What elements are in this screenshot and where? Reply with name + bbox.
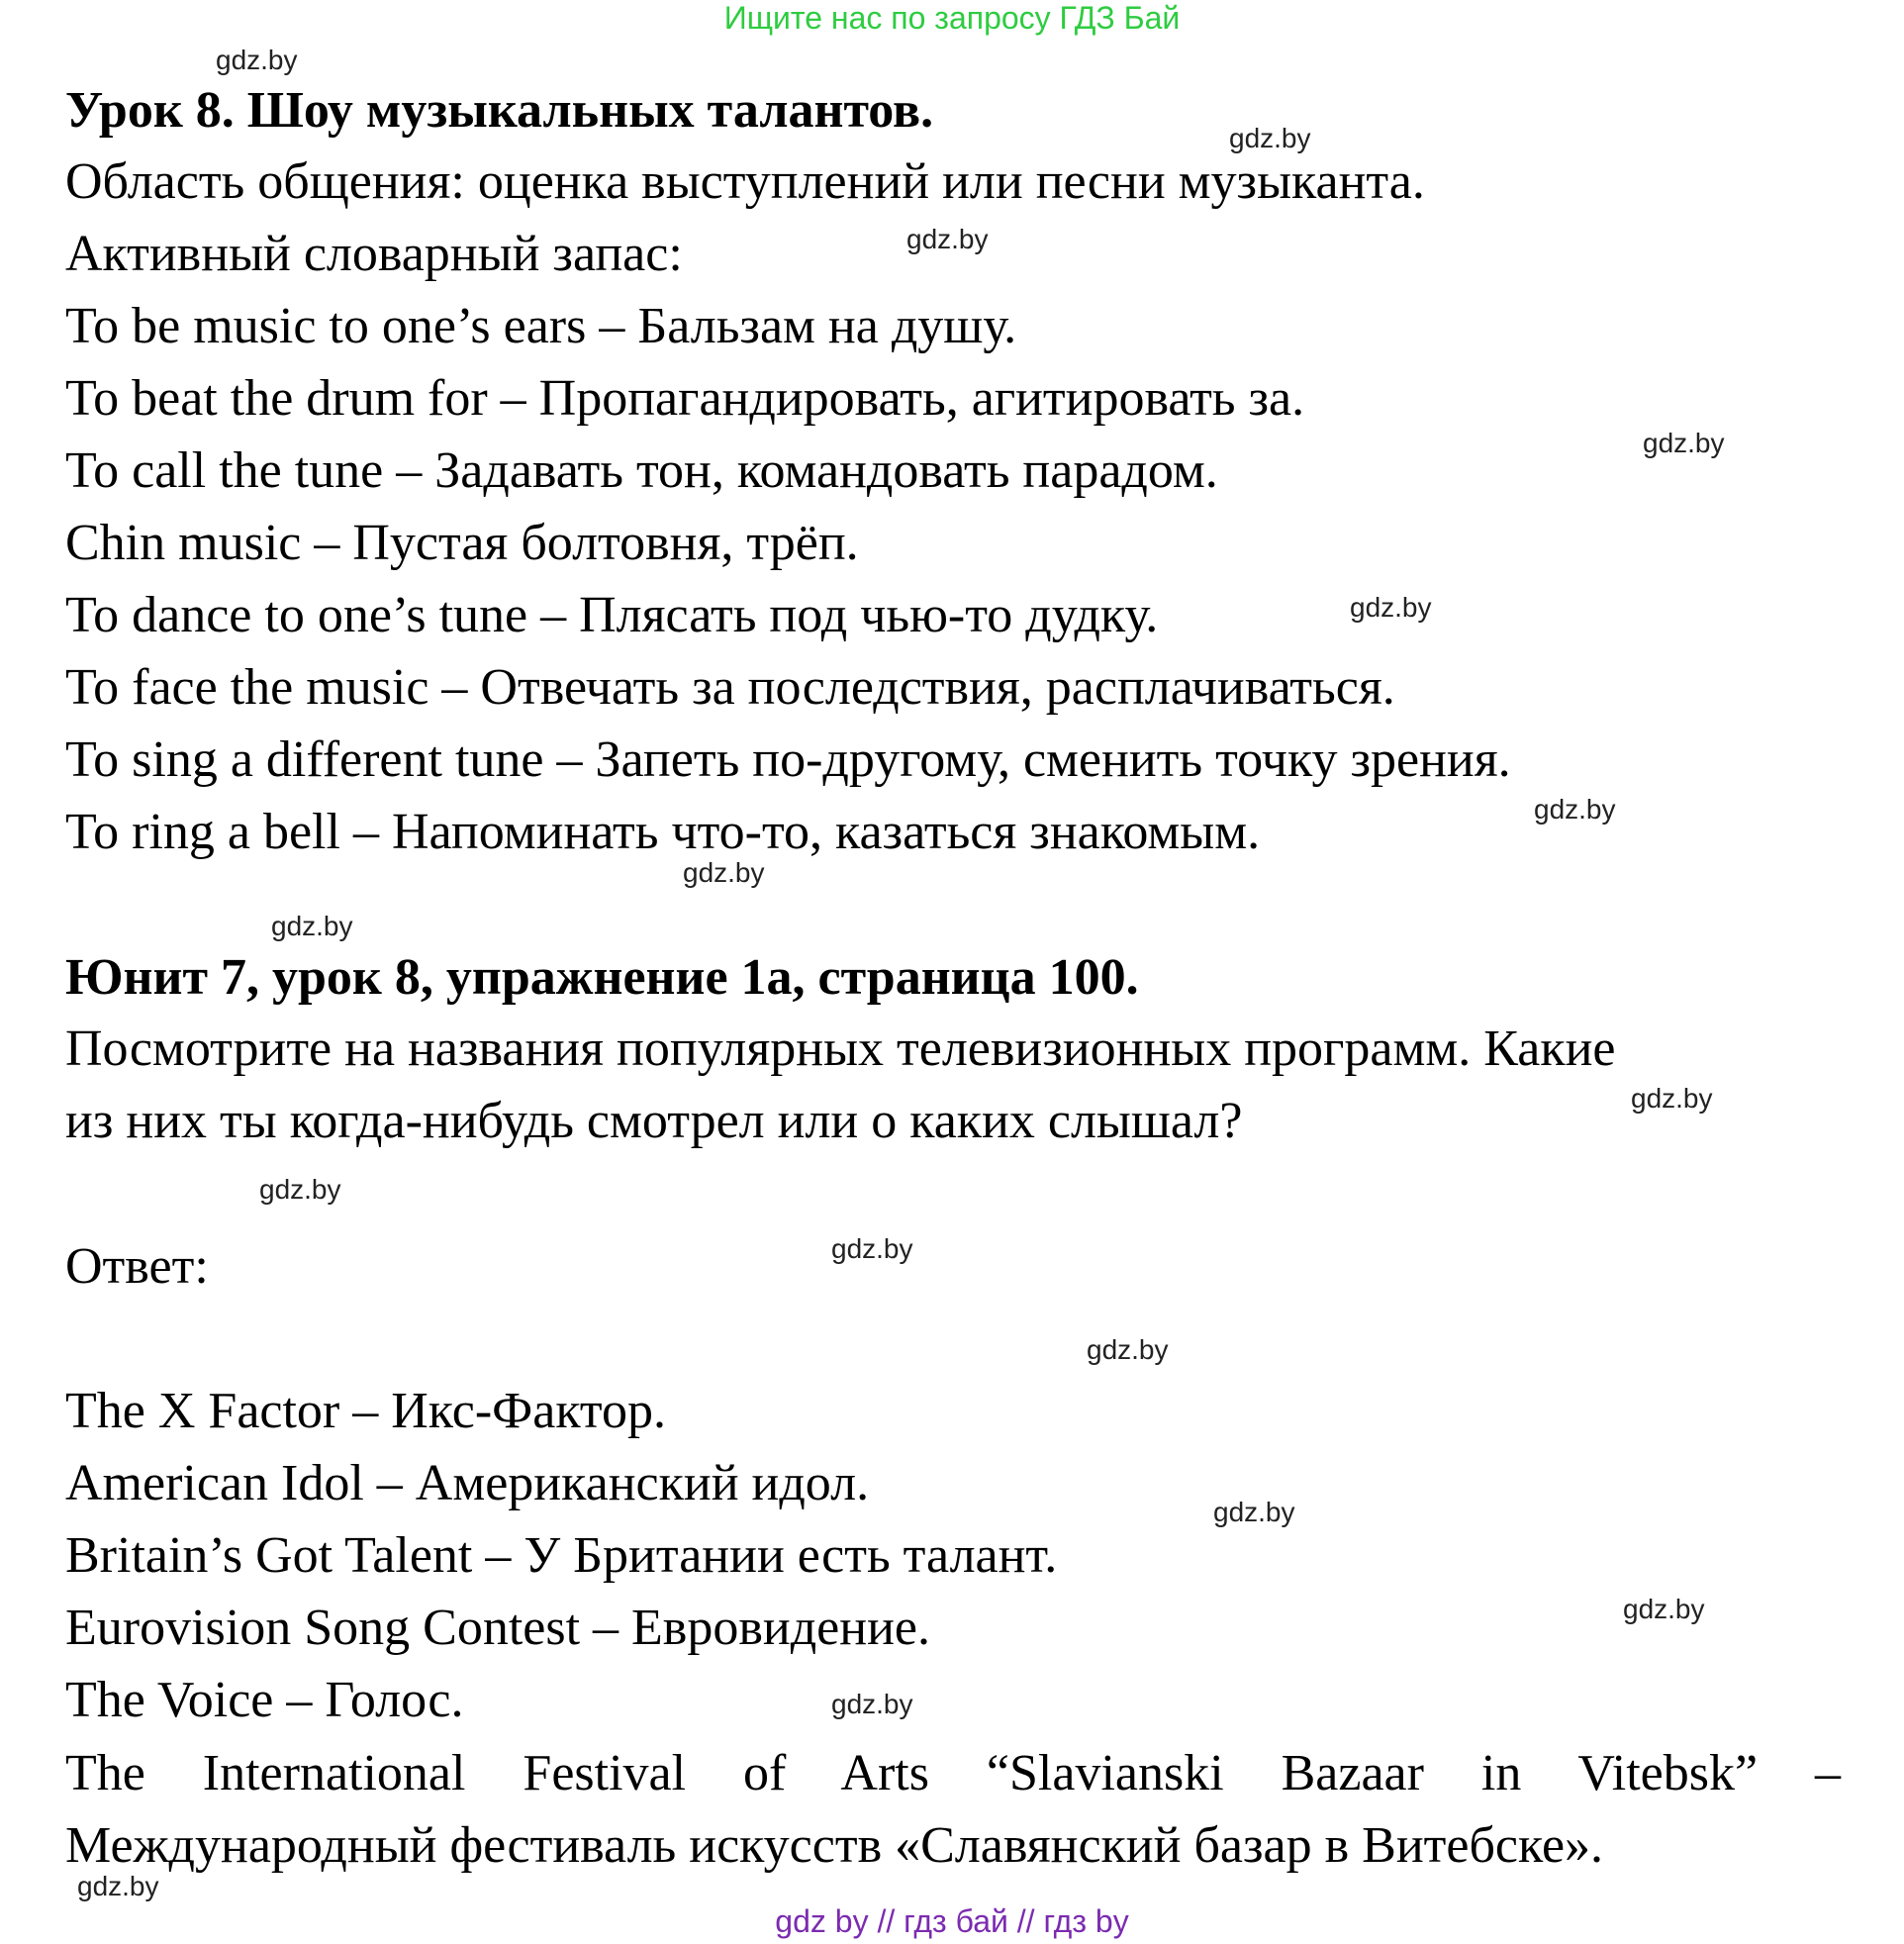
- vocab-label: Активный словарный запас:: [65, 226, 683, 282]
- vocab-item: To face the music – Отвечать за последствия, расплачиваться.: [65, 659, 1395, 716]
- task-text-line: из них ты когда-нибудь смотрел или о каких слышал?: [65, 1093, 1243, 1149]
- vocab-item: To sing a different tune – Запеть по-другому, сменить точку зрения.: [65, 731, 1511, 788]
- answer-item: Britain’s Got Talent – У Британии есть талант.: [65, 1527, 1058, 1584]
- watermark: gdz.by: [683, 857, 765, 888]
- answer-item: The X Factor – Икс-Фактор.: [65, 1383, 666, 1439]
- answer-item-long: The International Festival of Arts “Slavianski Bazaar in Vitebsk” –: [65, 1745, 1841, 1801]
- exercise-title: Юнит 7, урок 8, упражнение 1a, страница 100.: [65, 949, 1139, 1006]
- watermark: gdz.by: [259, 1174, 341, 1205]
- lesson-title: Урок 8. Шоу музыкальных талантов.: [65, 82, 934, 139]
- watermark: gdz.by: [906, 224, 989, 254]
- answer-item: American Idol – Американский идол.: [65, 1455, 870, 1511]
- footer-links: gdz by // гдз бай // гдз by: [775, 1903, 1129, 1939]
- answer-item-long-continued: Международный фестиваль искусств «Славянский базар в Витебске».: [65, 1817, 1604, 1874]
- vocab-item: To ring a bell – Напоминать что-то, казаться знакомым.: [65, 804, 1261, 860]
- watermark: gdz.by: [271, 911, 353, 941]
- answer-label: Ответ:: [65, 1238, 209, 1295]
- answer-item: The Voice – Голос.: [65, 1672, 464, 1728]
- search-banner: Ищите нас по запросу ГДЗ Бай: [723, 0, 1181, 36]
- watermark: gdz.by: [1213, 1497, 1295, 1527]
- answer-item: Eurovision Song Contest – Евровидение.: [65, 1600, 930, 1656]
- watermark: gdz.by: [77, 1871, 159, 1901]
- communication-area: Область общения: оценка выступлений или песни музыканта.: [65, 153, 1425, 210]
- watermark: gdz.by: [216, 45, 298, 75]
- watermark: gdz.by: [1087, 1334, 1169, 1365]
- vocab-item: To call the tune – Задавать тон, командовать парадом.: [65, 442, 1218, 499]
- vocab-item: To beat the drum for – Пропагандировать, агитировать за.: [65, 370, 1305, 427]
- vocab-item: To be music to one’s ears – Бальзам на душу.: [65, 298, 1017, 354]
- watermark: gdz.by: [1631, 1083, 1713, 1114]
- watermark: gdz.by: [831, 1689, 913, 1719]
- watermark: gdz.by: [1643, 428, 1725, 458]
- watermark: gdz.by: [831, 1233, 913, 1264]
- watermark: gdz.by: [1229, 123, 1311, 153]
- watermark: gdz.by: [1350, 592, 1432, 623]
- vocab-item: To dance to one’s tune – Плясать под чью-то дудку.: [65, 587, 1159, 643]
- task-text-line: Посмотрите на названия популярных телевизионных программ. Какие: [65, 1021, 1616, 1077]
- watermark: gdz.by: [1534, 794, 1616, 825]
- watermark: gdz.by: [1623, 1594, 1705, 1624]
- vocab-item: Chin music – Пустая болтовня, трёп.: [65, 515, 859, 571]
